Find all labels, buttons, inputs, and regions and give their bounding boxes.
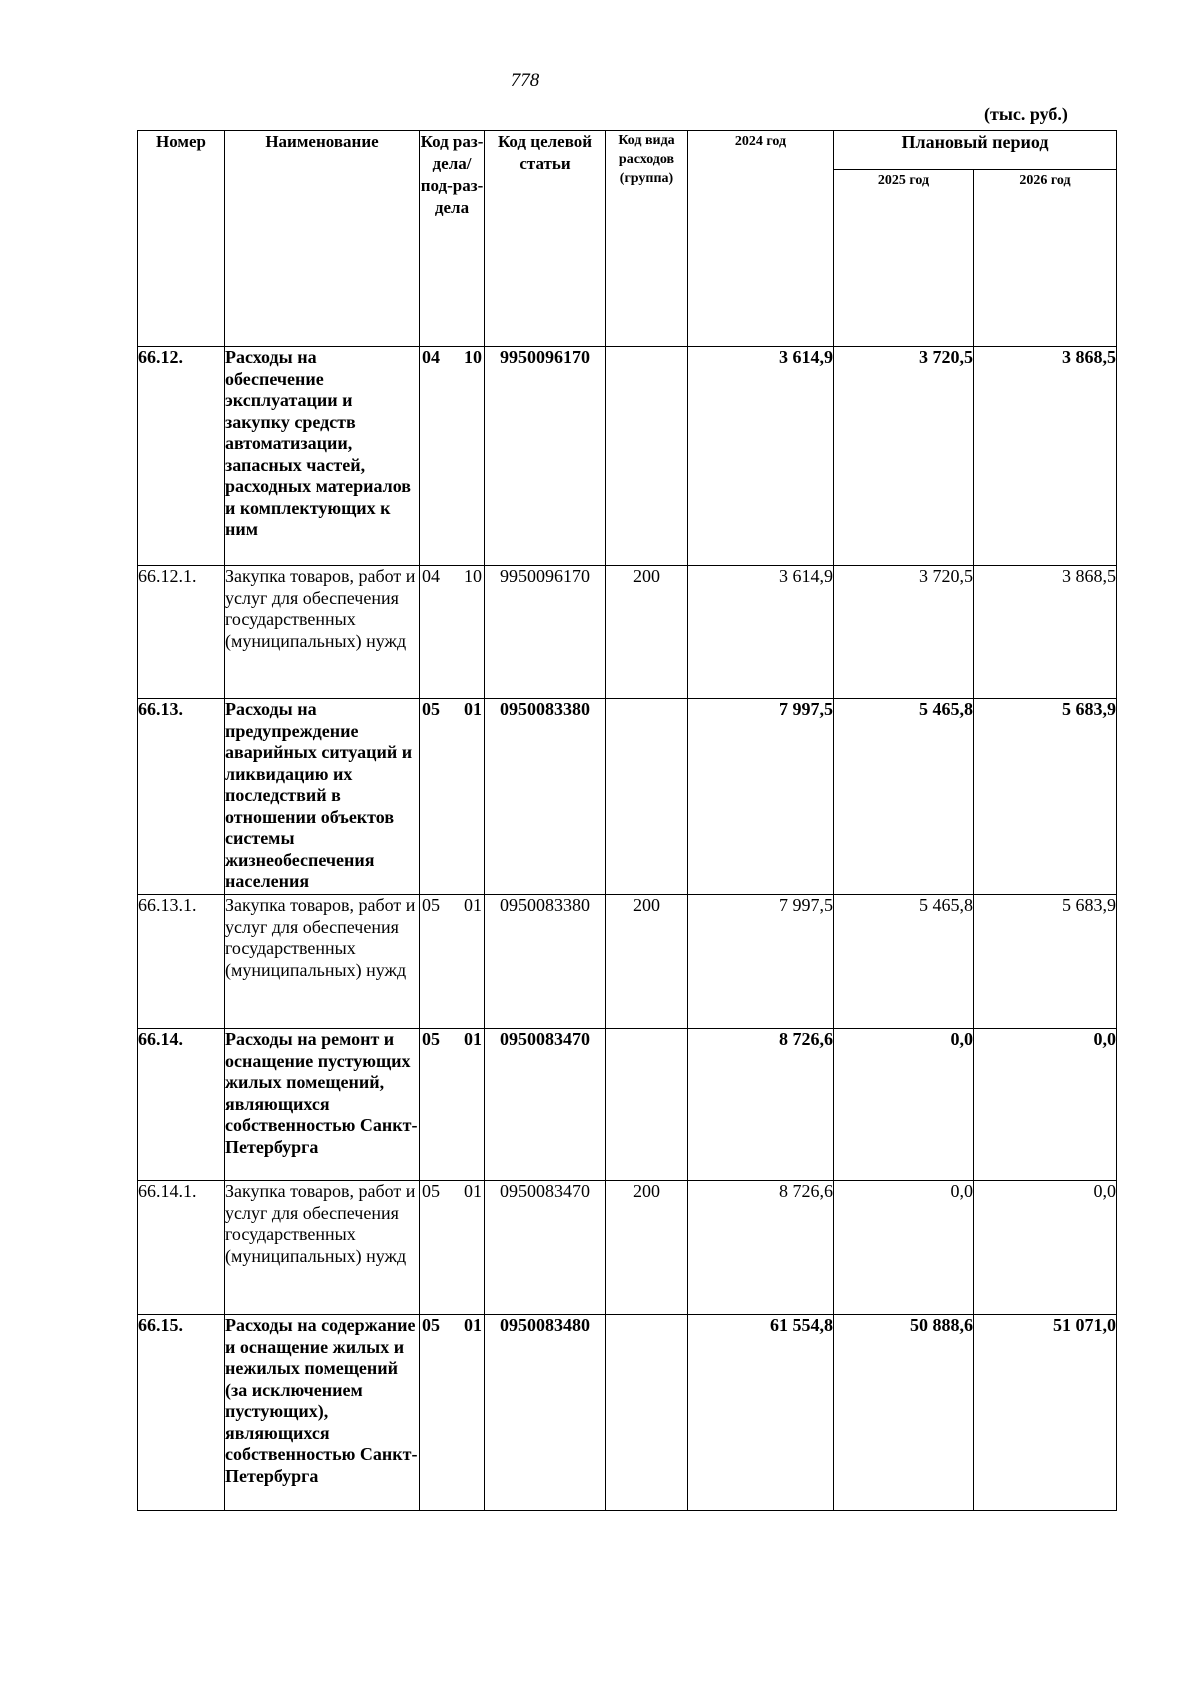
row-name: Расходы на ремонт и оснащение пустующих жилых помещений, являющихся собственностью Санкт-Петербурга (225, 1029, 420, 1181)
row-number: 66.15. (138, 1315, 225, 1511)
table-row (138, 347, 1117, 566)
header-year-2025: 2025 год (834, 170, 974, 347)
row-amount-2026: 0,0 (974, 1029, 1117, 1181)
row-amount-2025: 5 465,8 (834, 699, 974, 895)
table-row (138, 1029, 1117, 1181)
row-amount-2026: 5 683,9 (974, 895, 1117, 1029)
row-expense-group (606, 699, 688, 895)
row-section: 05 (422, 1181, 440, 1201)
header-year-2024: 2024 год (688, 131, 834, 347)
row-amount-2025: 5 465,8 (834, 895, 974, 1029)
row-target-code: 9950096170 (485, 566, 606, 699)
row-amount-2024: 61 554,8 (688, 1315, 834, 1511)
row-amount-2024: 3 614,9 (688, 566, 834, 699)
row-target-code: 0950083480 (485, 1315, 606, 1511)
header-expense-type: Код вида расходов (группа) (606, 131, 688, 347)
row-expense-group: 200 (606, 566, 688, 699)
row-expense-group (606, 1029, 688, 1181)
row-subsection: 01 (464, 1181, 482, 1201)
row-amount-2024: 7 997,5 (688, 699, 834, 895)
units-label: (тыс. руб.) (984, 104, 1068, 124)
row-section-code (420, 1315, 485, 1511)
row-section-code (420, 895, 485, 1029)
row-subsection: 10 (464, 347, 482, 367)
header-planned-period: Плановый период (834, 131, 1117, 170)
row-section: 04 (422, 566, 440, 586)
table-row (138, 895, 1117, 1029)
row-expense-group (606, 1315, 688, 1511)
row-subsection: 10 (464, 566, 482, 586)
table-row (138, 566, 1117, 699)
row-name: Закупка товаров, работ и услуг для обеспечения государственных (муниципальных) нужд (225, 895, 420, 1029)
table-row (138, 1315, 1117, 1511)
row-section: 05 (422, 1315, 440, 1335)
row-amount-2024: 8 726,6 (688, 1029, 834, 1181)
header-number: Номер (138, 131, 225, 347)
row-section-code (420, 1181, 485, 1315)
budget-table (137, 130, 1117, 1511)
header-year-2026: 2026 год (974, 170, 1117, 347)
row-amount-2025: 50 888,6 (834, 1315, 974, 1511)
row-expense-group (606, 347, 688, 566)
row-name: Расходы на содержание и оснащение жилых и нежилых помещений (за исключением пустующих), являющихся собственностью Санкт-Петербурга (225, 1315, 420, 1511)
row-name: Закупка товаров, работ и услуг для обеспечения государственных (муниципальных) нужд (225, 566, 420, 699)
page-number: 778 (510, 70, 540, 91)
row-amount-2024: 7 997,5 (688, 895, 834, 1029)
row-number: 66.13.1. (138, 895, 225, 1029)
row-section: 05 (422, 1029, 440, 1049)
row-target-code: 0950083470 (485, 1181, 606, 1315)
row-amount-2025: 3 720,5 (834, 347, 974, 566)
row-name: Закупка товаров, работ и услуг для обеспечения государственных (муниципальных) нужд (225, 1181, 420, 1315)
row-number: 66.12.1. (138, 566, 225, 699)
row-expense-group: 200 (606, 1181, 688, 1315)
row-amount-2025: 0,0 (834, 1029, 974, 1181)
row-target-code: 0950083380 (485, 699, 606, 895)
row-section: 04 (422, 347, 440, 367)
row-amount-2026: 0,0 (974, 1181, 1117, 1315)
row-section-code (420, 1029, 485, 1181)
row-number: 66.12. (138, 347, 225, 566)
row-target-code: 0950083470 (485, 1029, 606, 1181)
row-amount-2026: 51 071,0 (974, 1315, 1117, 1511)
row-target-code: 9950096170 (485, 347, 606, 566)
row-amount-2024: 3 614,9 (688, 347, 834, 566)
header-section-code-text: Код раз-дела/ под-раз-дела (420, 132, 484, 217)
row-section-code (420, 347, 485, 566)
row-expense-group: 200 (606, 895, 688, 1029)
row-amount-2026: 3 868,5 (974, 566, 1117, 699)
header-section-code (420, 131, 485, 347)
row-subsection: 01 (464, 699, 482, 719)
row-name: Расходы на предупреждение аварийных ситуаций и ликвидацию их последствий в отношении объектов системы жизнеобеспечения населения (225, 699, 420, 895)
row-name: Расходы на обеспечение эксплуатации и закупку средств автоматизации, запасных частей, расходных материалов и комплектующих к ним (225, 347, 420, 566)
row-number: 66.14.1. (138, 1181, 225, 1315)
table-header (138, 131, 1117, 347)
row-number: 66.13. (138, 699, 225, 895)
row-section: 05 (422, 699, 440, 719)
row-subsection: 01 (464, 1315, 482, 1335)
row-amount-2024: 8 726,6 (688, 1181, 834, 1315)
row-amount-2026: 3 868,5 (974, 347, 1117, 566)
header-name: Наименование (225, 131, 420, 347)
row-section-code (420, 699, 485, 895)
row-subsection: 01 (464, 895, 482, 915)
row-subsection: 01 (464, 1029, 482, 1049)
header-target-code: Код целевой статьи (485, 131, 606, 347)
row-section-code (420, 566, 485, 699)
table-row (138, 1181, 1117, 1315)
row-section: 05 (422, 895, 440, 915)
row-amount-2026: 5 683,9 (974, 699, 1117, 895)
table-row (138, 699, 1117, 895)
row-amount-2025: 0,0 (834, 1181, 974, 1315)
row-amount-2025: 3 720,5 (834, 566, 974, 699)
row-number: 66.14. (138, 1029, 225, 1181)
row-target-code: 0950083380 (485, 895, 606, 1029)
